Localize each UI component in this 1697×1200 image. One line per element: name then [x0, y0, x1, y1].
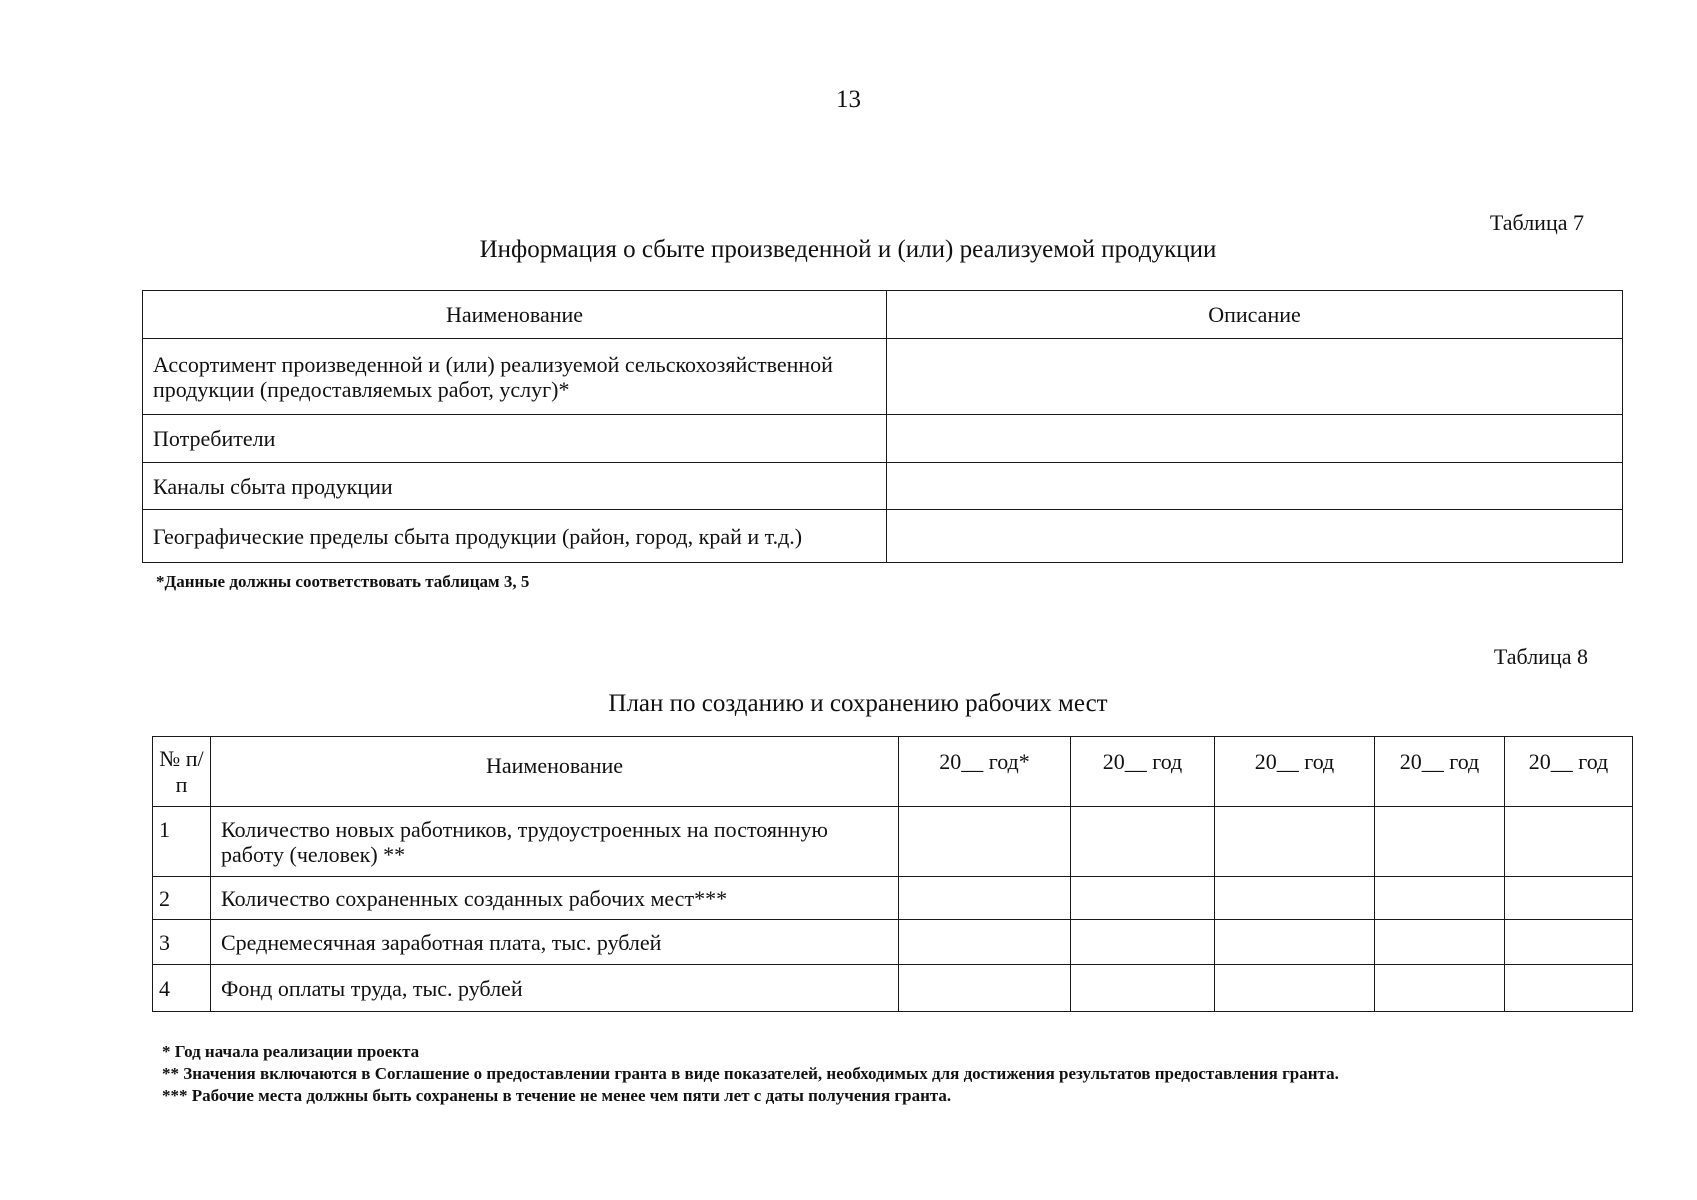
footnote-grant-agreement: ** Значения включаются в Соглашение о предоставлении гранта в виде показателей, необходимых для достижения результатов предоставления гранта. [162, 1064, 1339, 1083]
table-8-label: Таблица 8 [1493, 644, 1588, 669]
page-number: 13 [836, 86, 861, 113]
row-value-cell [899, 920, 1071, 965]
row-value-cell [1071, 807, 1215, 877]
column-header-year-4: 20__ год [1375, 737, 1505, 807]
table-row [143, 510, 1623, 563]
row-description-cell [887, 463, 1623, 510]
table-8-title: План по созданию и сохранению рабочих мест [608, 690, 1108, 717]
table-7-label: Таблица 7 [1489, 210, 1584, 235]
row-name-cell: Среднемесячная заработная плата, тыс. рублей [211, 920, 899, 965]
row-name-cell: Потребители [143, 415, 887, 463]
sales-info-table [142, 290, 1623, 563]
row-value-cell [1375, 807, 1505, 877]
table-8-footnotes [162, 1041, 1339, 1107]
row-value-cell [1215, 877, 1375, 920]
column-header-year-1: 20__ год* [899, 737, 1071, 807]
row-value-cell [899, 877, 1071, 920]
row-value-cell [1375, 920, 1505, 965]
row-value-cell [1215, 807, 1375, 877]
table-header-row [153, 737, 1633, 807]
row-value-cell [1215, 920, 1375, 965]
column-header-name: Наименование [211, 737, 899, 807]
row-name-cell: Каналы сбыта продукции [143, 463, 887, 510]
row-value-cell [1375, 877, 1505, 920]
footnote-job-retention: *** Рабочие места должны быть сохранены в течение не менее чем пяти лет с даты получения гранта. [162, 1086, 952, 1105]
table-row [153, 965, 1633, 1012]
row-value-cell [1505, 877, 1633, 920]
row-value-cell [1215, 965, 1375, 1012]
row-value-cell [1375, 965, 1505, 1012]
row-name-cell: Количество сохраненных созданных рабочих мест*** [211, 877, 899, 920]
row-number-cell: 1 [153, 807, 211, 877]
jobs-plan-table [152, 736, 1633, 1012]
column-header-year-2: 20__ год [1071, 737, 1215, 807]
table-row [153, 807, 1633, 877]
row-description-cell [887, 339, 1623, 415]
table-header-row [143, 291, 1623, 339]
row-value-cell [899, 807, 1071, 877]
table-7-footnote: *Данные должны соответствовать таблицам 3, 5 [156, 572, 530, 591]
row-description-cell [887, 510, 1623, 563]
column-header-name: Наименование [143, 291, 887, 339]
row-name-cell: Географические пределы сбыта продукции (район, город, край и т.д.) [143, 510, 887, 563]
row-name-cell: Количество новых работников, трудоустроенных на постоянную работу (человек) ** [211, 807, 899, 877]
row-description-cell [887, 415, 1623, 463]
table-row [143, 463, 1623, 510]
row-name-cell: Ассортимент произведенной и (или) реализуемой сельскохозяйственной продукции (предоставляемых работ, услуг)* [143, 339, 887, 415]
row-value-cell [1505, 965, 1633, 1012]
table-row [143, 415, 1623, 463]
column-header-year-3: 20__ год [1215, 737, 1375, 807]
row-number-cell: 4 [153, 965, 211, 1012]
row-value-cell [1071, 965, 1215, 1012]
row-name-cell: Фонд оплаты труда, тыс. рублей [211, 965, 899, 1012]
table-row [153, 877, 1633, 920]
row-value-cell [1505, 920, 1633, 965]
column-header-description: Описание [887, 291, 1623, 339]
row-number-cell: 2 [153, 877, 211, 920]
table-row [143, 339, 1623, 415]
table-row [153, 920, 1633, 965]
row-value-cell [1071, 877, 1215, 920]
row-value-cell [899, 965, 1071, 1012]
footnote-project-start: * Год начала реализации проекта [162, 1042, 420, 1061]
row-value-cell [1505, 807, 1633, 877]
column-header-year-5: 20__ год [1505, 737, 1633, 807]
row-value-cell [1071, 920, 1215, 965]
row-number-cell: 3 [153, 920, 211, 965]
table-7-title: Информация о сбыте произведенной и (или) реализуемой продукции [479, 236, 1217, 263]
column-header-number: № п/п [153, 737, 211, 807]
